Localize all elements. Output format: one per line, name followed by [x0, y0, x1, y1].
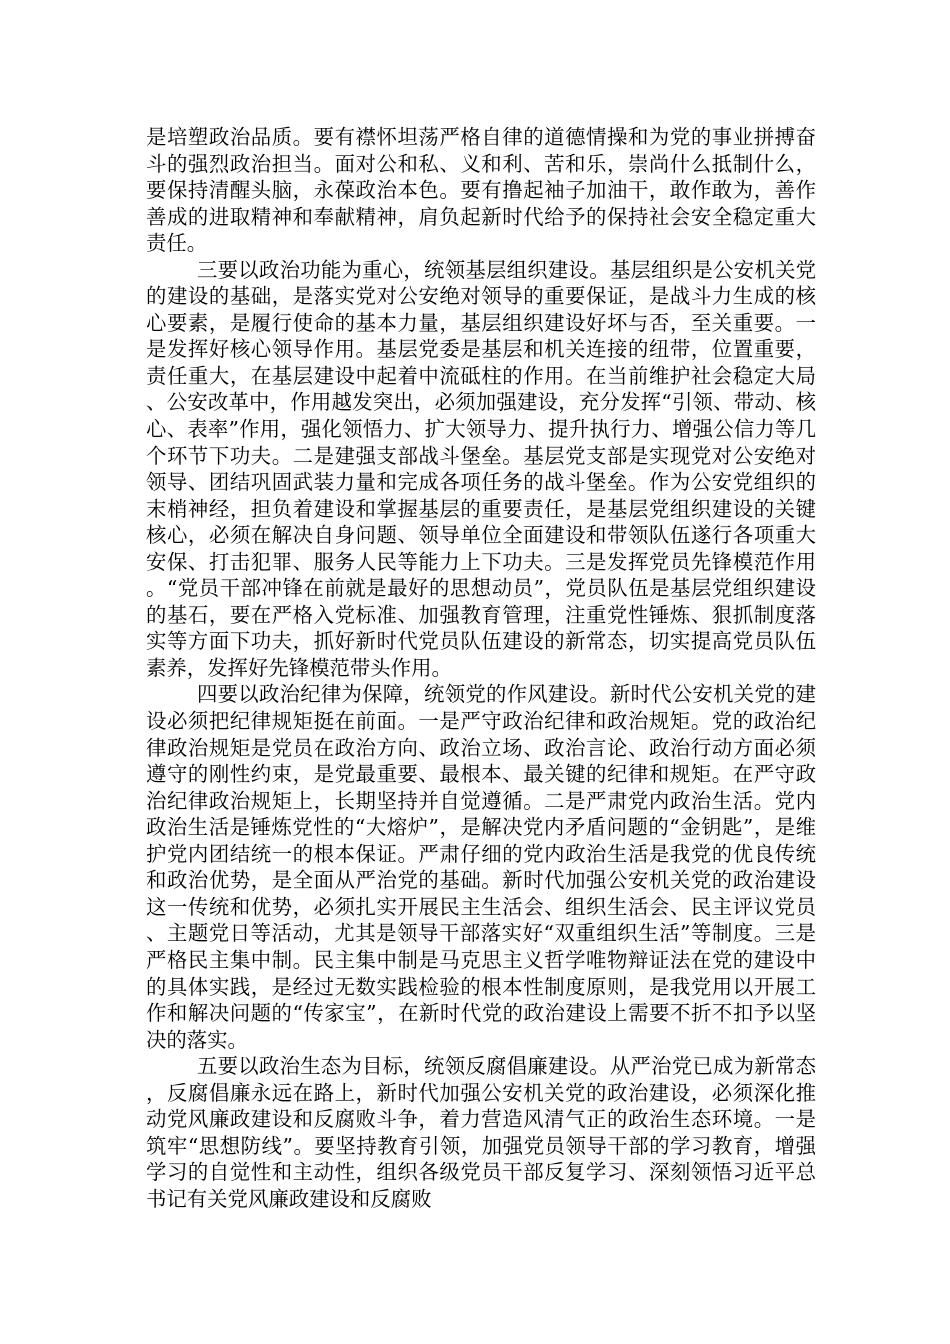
- document-body: [146, 124, 816, 1212]
- paragraph-four: 四要以政治纪律为保障，统领党的作风建设。新时代公安机关党的建设必须把纪律规矩挺在前面。一是严守政治纪律和政治规矩。党的政治纪律政治规矩是党员在政治方向、政治立场、政治言论、政治行动方面必须遵守的刚性约束，是党最重要、最根本、最关键的纪律和规矩。在严守政治纪律政治规矩上，长期坚持并自觉遵循。二是严肃党内政治生活。党内政治生活是锤炼党性的“大熔炉”，是解决党内矛盾问题的“金钥匙”，是维护党内团结统一的根本保证。严肃仔细的党内政治生活是我党的优良传统和政治优势，是全面从严治党的基础。新时代加强公安机关党的政治建设这一传统和优势，必须扎实开展民主生活会、组织生活会、民主评议党员、主题党日等活动，尤其是领导干部落实好“双重组织生活”等制度。三是严格民主集中制。民主集中制是马克思主义哲学唯物辩证法在党的建设中的具体实践，是经过无数实践检验的根本性制度原则，是我党用以开展工作和解决问题的“传家宝”，在新时代党的政治建设上需要不折不扣予以坚决的落实。: [146, 682, 816, 1052]
- paragraph-continued: 是培塑政治品质。要有襟怀坦荡严格自律的道德情操和为党的事业拼搏奋斗的强烈政治担当。面对公和私、义和利、苦和乐，崇尚什么抵制什么，要保持清醒头脑，永葆政治本色。要有撸起袖子加油干，敢作敢为，善作善成的进取精神和奉献精神，肩负起新时代给予的保持社会安全稳定重大责任。: [146, 125, 816, 256]
- paragraph-three: 三要以政治功能为重心，统领基层组织建设。基层组织是公安机关党的建设的基础，是落实党对公安绝对领导的重要保证，是战斗力生成的核心要素，是履行使命的基本力量，基层组织建设好坏与否，至关重要。一是发挥好核心领导作用。基层党委是基层和机关连接的纽带，位置重要，责任重大，在基层建设中起着中流砥柱的作用。在当前维护社会稳定大局、公安改革中，作用越发突出，必须加强建设，充分发挥“引领、带动、核心、表率”作用，强化领悟力、扩大领导力、提升执行力、增强公信力等几个环节下功夫。二是建强支部战斗堡垒。基层党支部是实现党对公安绝对领导、团结巩固武装力量和完成各项任务的战斗堡垒。作为公安党组织的末梢神经，担负着建设和掌握基层的重要责任，是基层党组织建设的关键核心，必须在解决自身问题、领导单位全面建设和带领队伍遂行各项重大安保、打击犯罪、服务人民等能力上下功夫。三是发挥党员先锋模范作用。“党员干部冲锋在前就是最好的思想动员”，党员队伍是基层党组织建设的基石，要在严格入党标准、加强教育管理，注重党性锤炼、狠抓制度落实等方面下功夫，抓好新时代党员队伍建设的新常态，切实提高党员队伍素养，发挥好先锋模范带头作用。: [146, 257, 816, 680]
- paragraph-five: 五要以政治生态为目标，统领反腐倡廉建设。从严治党已成为新常态，反腐倡廉永远在路上，新时代加强公安机关党的政治建设，必须深化推动党风廉政建设和反腐败斗争，着力营造风清气正的政治生态环境。一是筑牢“思想防线”。要坚持教育引领，加强党员领导干部的学习教育，增强学习的自觉性和主动性，组织各级党员干部反复学习、深刻领悟习近平总书记有关党风廉政建设和反腐败: [146, 1054, 816, 1211]
